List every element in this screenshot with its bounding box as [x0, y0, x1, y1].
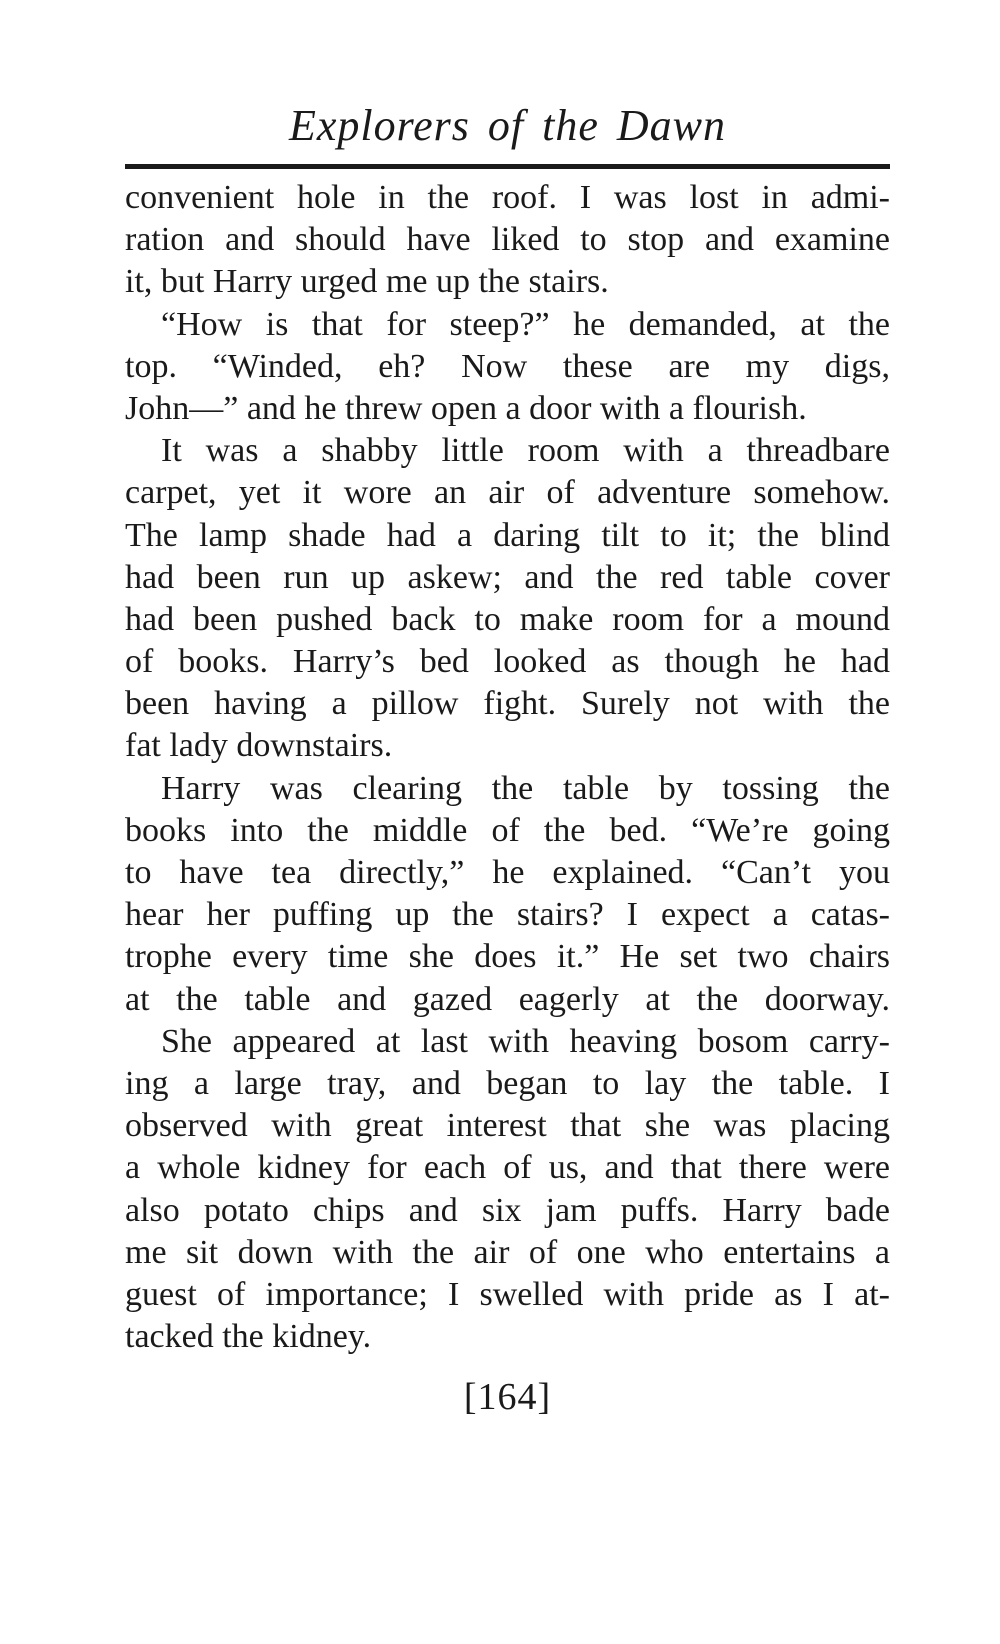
- text-line: had been pushed back to make room for a mound: [125, 600, 890, 638]
- text-line: observed with great interest that she was placing: [125, 1107, 890, 1145]
- text-line: The lamp shade had a daring tilt to it; the blind: [125, 516, 890, 554]
- text-line: tacked the kidney.: [125, 1318, 372, 1356]
- text-line: John—” and he threw open a door with a flourish.: [125, 389, 807, 427]
- text-line: me sit down with the air of one who entertains a: [125, 1233, 890, 1271]
- text-line: convenient hole in the roof. I was lost in admi-: [125, 179, 890, 216]
- text-line: guest of importance; I swelled with pride as I at-: [125, 1275, 890, 1313]
- text-line: at the table and gazed eagerly at the doorway.: [125, 980, 890, 1018]
- text-line: carpet, yet it wore an air of adventure somehow.: [125, 474, 890, 512]
- page-number: [164]: [463, 1376, 552, 1418]
- text-line: of books. Harry’s bed looked as though he had: [125, 643, 890, 681]
- body-text: [125, 177, 890, 1358]
- text-line: ration and should have liked to stop and examine: [125, 221, 890, 259]
- text-line: had been run up askew; and the red table cover: [125, 558, 890, 596]
- text-line: Harry was clearing the table by tossing the: [161, 769, 890, 807]
- text-line: also potato chips and six jam puffs. Harry bade: [125, 1191, 890, 1229]
- header-rule: [125, 164, 890, 169]
- text-line: top. “Winded, eh? Now these are my digs,: [125, 347, 890, 385]
- text-line: to have tea directly,” he explained. “Can’t you: [125, 854, 890, 891]
- text-line: it, but Harry urged me up the stairs.: [125, 263, 609, 301]
- text-line: books into the middle of the bed. “We’re going: [125, 811, 890, 849]
- text-line: hear her puffing up the stairs? I expect a catas-: [125, 896, 890, 934]
- text-line: It was a shabby little room with a threadbare: [161, 432, 890, 470]
- text-line: a whole kidney for each of us, and that there were: [125, 1149, 890, 1187]
- text-line: fat lady downstairs.: [125, 727, 393, 765]
- running-title: Explorers of the Dawn: [289, 101, 726, 150]
- text-line: been having a pillow fight. Surely not with the: [125, 685, 890, 723]
- text-line: ing a large tray, and began to lay the table. I: [125, 1064, 890, 1102]
- text-line: trophe every time she does it.” He set two chairs: [125, 938, 890, 976]
- text-line: She appeared at last with heaving bosom carry-: [161, 1022, 890, 1060]
- text-line: “How is that for steep?” he demanded, at the: [161, 305, 890, 343]
